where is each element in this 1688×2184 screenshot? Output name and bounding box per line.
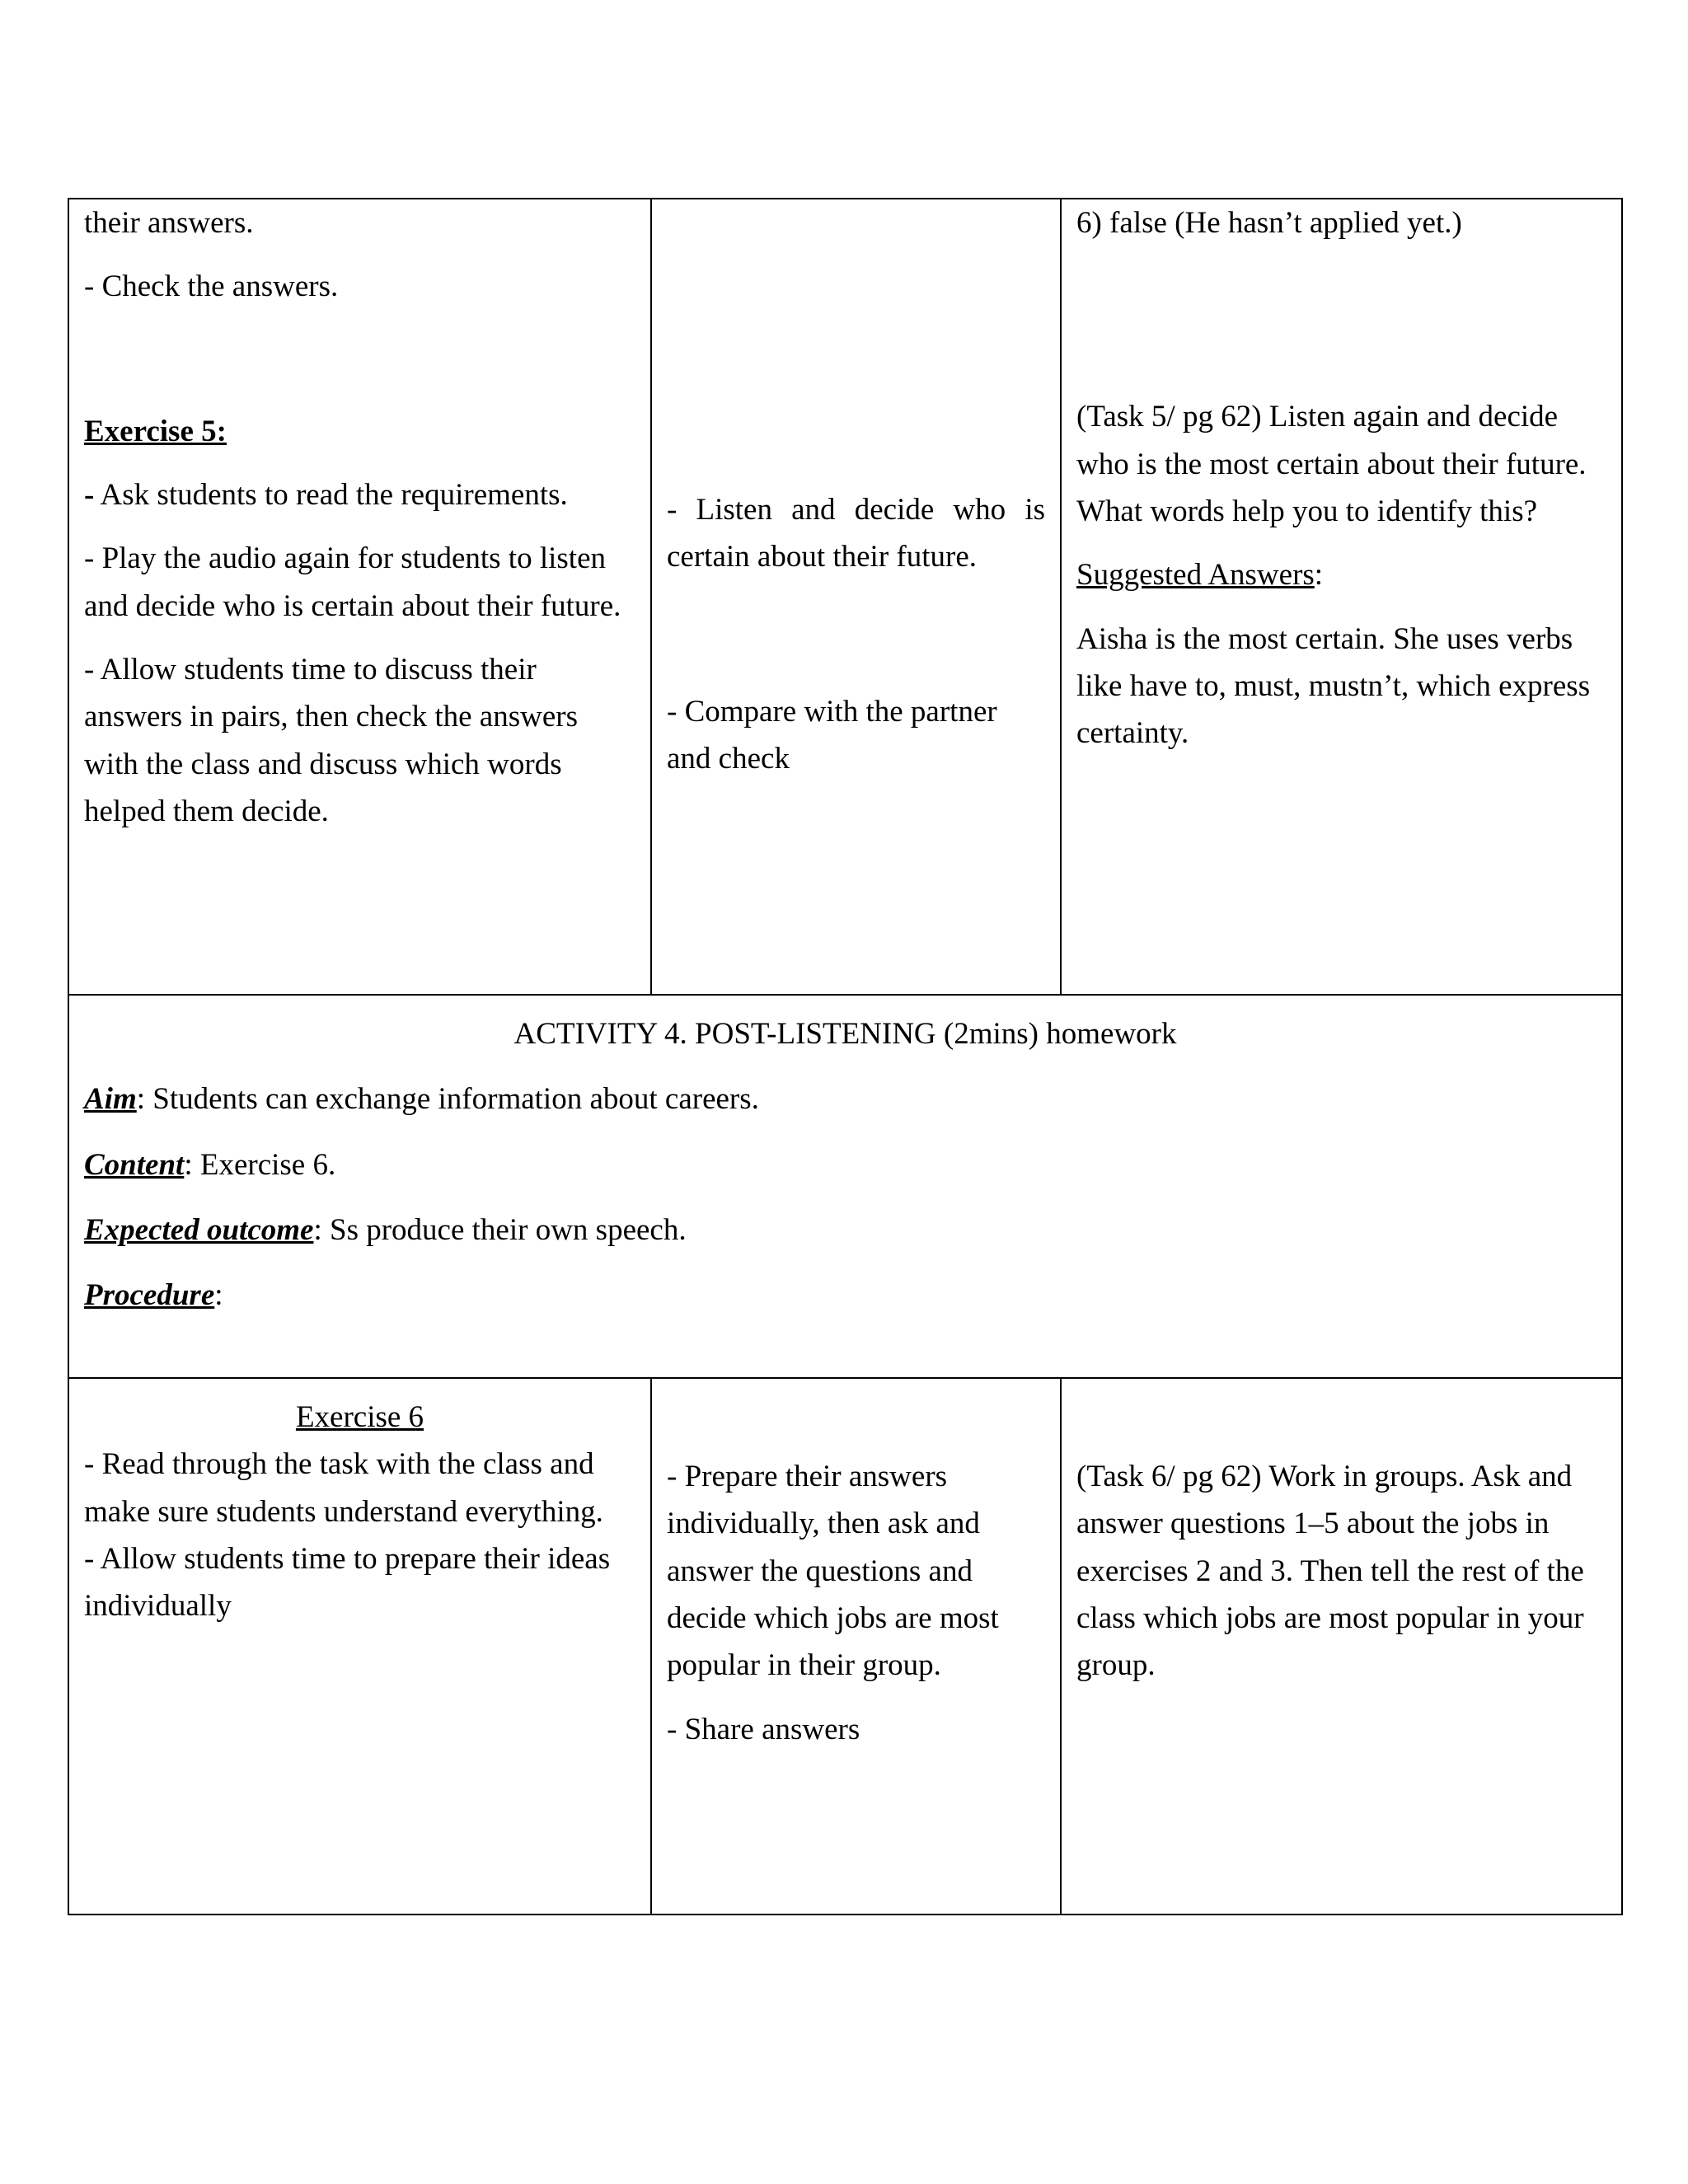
teacher-activities-cell: [68, 199, 651, 995]
exercise-6-heading: Exercise 6: [295, 1400, 424, 1434]
student-activities-cell: [651, 1378, 1061, 1915]
suggested-answers-heading: Suggested Answers: [1076, 558, 1315, 593]
content-label: Content: [84, 1147, 185, 1182]
exercise-5-row: [68, 199, 1622, 995]
check-answers-step: - Check the answers.: [84, 269, 339, 304]
exercise-5-step-read-requirements: [84, 471, 635, 518]
procedure-label: Procedure: [84, 1278, 215, 1313]
compare-with-partner-step: - Compare with the partner and check: [667, 694, 997, 776]
exercise-6-step-prepare-ideas: - Allow students time to prepare their ideas individually: [84, 1542, 611, 1624]
lesson-plan-table: [68, 198, 1623, 1915]
expected-outcome-label: Expected outcome: [84, 1213, 314, 1248]
exercise-5-step-discuss: - Allow students time to discuss their answers in pairs, then check the answers with the class and discuss which words helped them decide.: [84, 653, 578, 829]
content-text: : Exercise 6.: [184, 1147, 336, 1182]
task-6-instruction: (Task 6/ pg 62) Work in groups. Ask and answer questions 1–5 about the jobs in exercises 2 and 3. Then tell the rest of the class which jobs are most popular in your group.: [1076, 1460, 1584, 1683]
share-answers-step: - Share answers: [667, 1712, 860, 1746]
continued-text: their answers.: [84, 206, 254, 240]
content-answers-cell: [1061, 199, 1622, 995]
aim-text: : Students can exchange information about careers.: [136, 1082, 759, 1117]
teacher-activities-cell: [68, 1378, 651, 1915]
procedure-line: [84, 1272, 1606, 1319]
suggested-answer-text: Aisha is the most certain. She uses verbs like have to, must, mustn’t, which express certainty.: [1076, 621, 1591, 751]
exercise-6-step-read-task: - Read through the task with the class and make sure students understand everything.: [84, 1447, 603, 1529]
procedure-text: :: [214, 1278, 223, 1313]
aim-label: Aim: [84, 1082, 137, 1117]
suggested-answers-colon: :: [1314, 558, 1324, 593]
step-dash: -: [84, 478, 95, 513]
listen-and-decide-step: - Listen and decide who is certain about their future.: [667, 493, 1045, 574]
student-activities-cell: [651, 199, 1061, 995]
aim-line: [84, 1076, 1606, 1122]
activity-4-cell: [68, 995, 1622, 1378]
exercise-5-step-play-audio: - Play the audio again for students to listen and decide who is certain about their future.: [84, 541, 621, 623]
content-answers-cell: [1061, 1378, 1622, 1915]
expected-outcome-line: [84, 1207, 1606, 1254]
suggested-answers-label: [1076, 551, 1606, 598]
exercise-5-heading: Exercise 5:: [84, 414, 227, 448]
task-5-instruction: (Task 5/ pg 62) Listen again and decide who is the most certain about their future. What words help you to identify this?: [1076, 400, 1587, 529]
content-line: [84, 1141, 1606, 1188]
activity-4-title: ACTIVITY 4. POST-LISTENING (2mins) homework: [513, 1017, 1177, 1051]
answer-6: 6) false (He hasn’t applied yet.): [1076, 206, 1462, 240]
prepare-answers-step: - Prepare their answers individually, then ask and answer the questions and decide which jobs are most popular in their group.: [667, 1460, 999, 1683]
activity-4-row: [68, 995, 1622, 1378]
step-text: Ask students to read the requirements.: [100, 478, 568, 513]
exercise-6-row: [68, 1378, 1622, 1915]
expected-outcome-text: : Ss produce their own speech.: [313, 1213, 687, 1248]
